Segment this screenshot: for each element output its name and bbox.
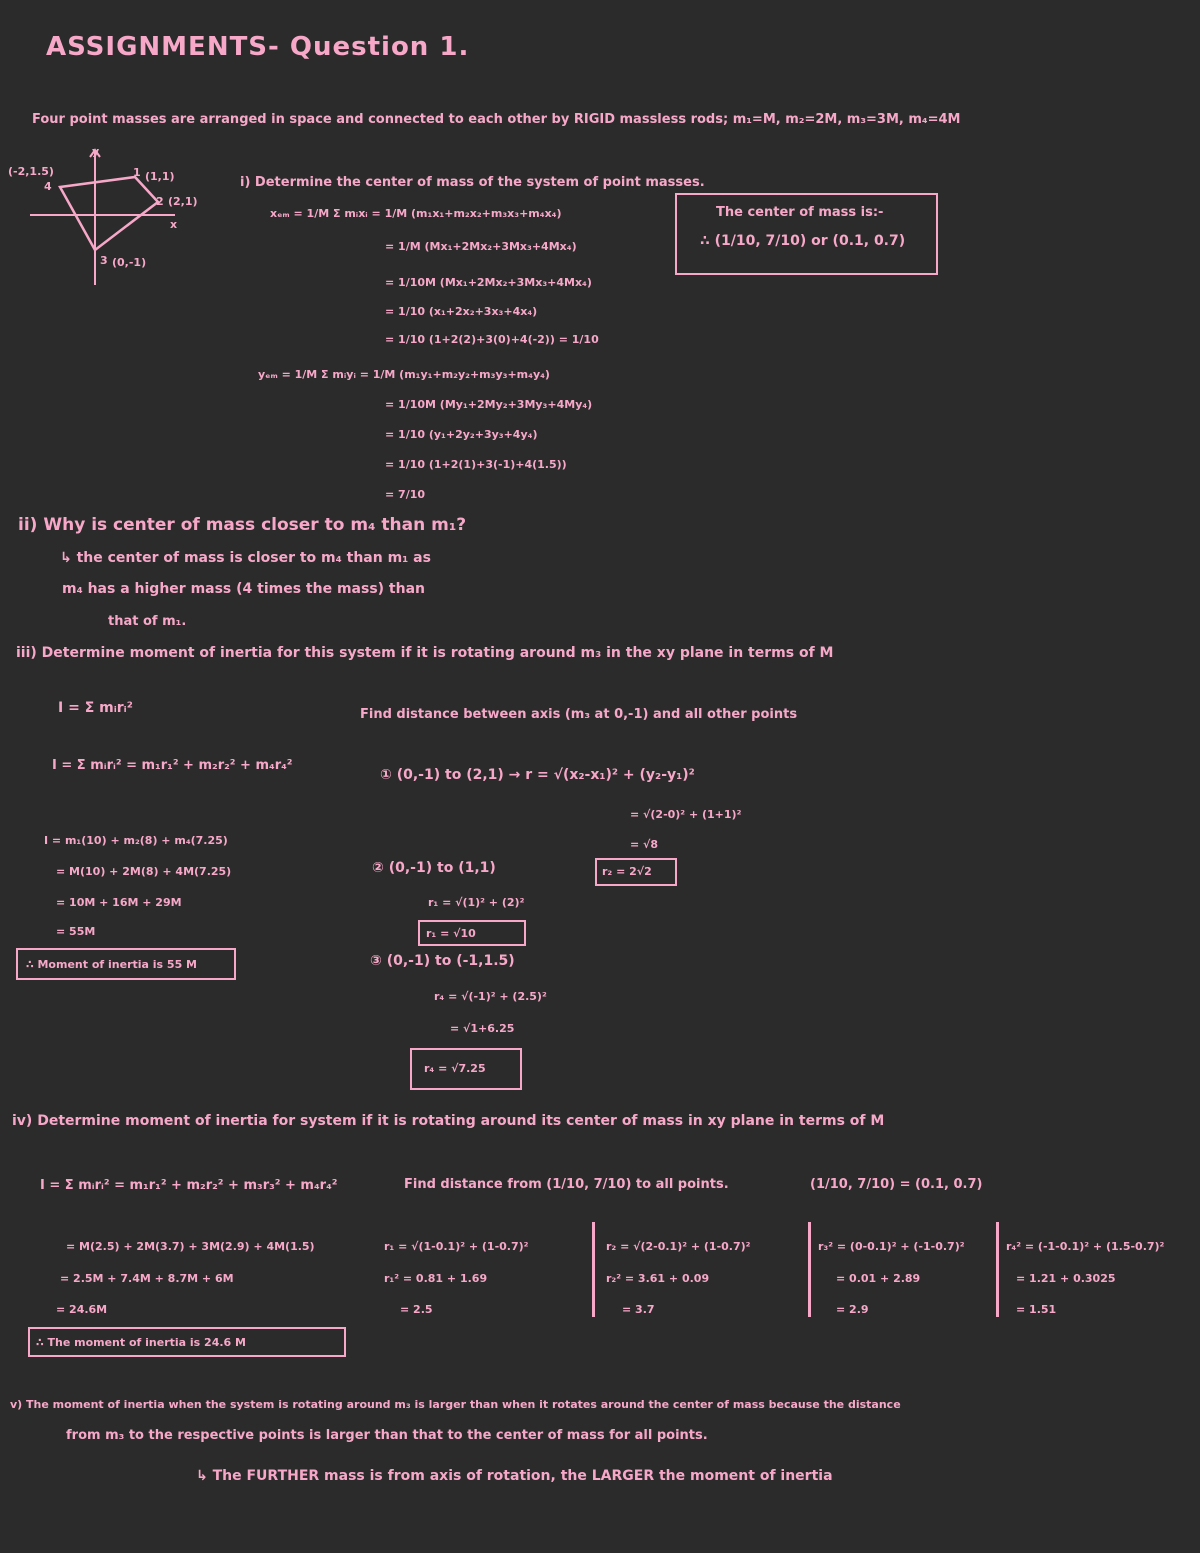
answer-part-3: ∴ Moment of inertia is 55 M	[26, 958, 197, 971]
mass-label: 1	[133, 166, 141, 179]
r4-calc: = 1.51	[1016, 1303, 1057, 1316]
r3-calc: = 2.9	[836, 1303, 869, 1316]
formula: I = Σ mᵢrᵢ² = m₁r₁² + m₂r₂² + m₃r₃² + m₄r₄²	[40, 1178, 338, 1193]
xcm-line: = 1/10 (1+2(2)+3(0)+4(-2)) = 1/10	[385, 333, 599, 346]
mass-label: 3	[100, 254, 108, 267]
calc-line: = M(10) + 2M(8) + 4M(7.25)	[56, 865, 232, 878]
calc-line: = M(2.5) + 2M(3.7) + 3M(2.9) + 4M(1.5)	[66, 1240, 315, 1253]
formula: I = Σ mᵢrᵢ²	[58, 700, 133, 716]
point-label: (0,-1)	[112, 256, 147, 269]
problem-statement: Four point masses are arranged in space and connected to each other by RIGID massless rods; m₁=M, m₂=2M, m₃=3M, m₄=4M	[32, 112, 961, 127]
r3-calc: r₃² = (0-0.1)² + (-1-0.7)²	[818, 1240, 965, 1253]
r1-value: r₁ = √10	[426, 927, 476, 940]
point-label: (2,1)	[168, 195, 198, 208]
page-title: ASSIGNMENTS- Question 1.	[46, 32, 470, 62]
calc-line: = 2.5M + 7.4M + 8.7M + 6M	[60, 1272, 234, 1285]
part-5-conclusion: ↳ The FURTHER mass is from axis of rotation, the LARGER the moment of inertia	[196, 1468, 833, 1484]
r2-calc: r₂ = √(2-0.1)² + (1-0.7)²	[606, 1240, 751, 1253]
calc-line: = 10M + 16M + 29M	[56, 896, 182, 909]
r1-calc: = 2.5	[400, 1303, 433, 1316]
r3-calc: = 0.01 + 2.89	[836, 1272, 921, 1285]
point-label: (1,1)	[145, 170, 175, 183]
distance-2-line: ② (0,-1) to (1,1)	[372, 860, 496, 876]
r1-calc: r₁² = 0.81 + 1.69	[384, 1272, 488, 1285]
calc-line: = 55M	[56, 925, 96, 938]
xcm-line: = 1/M (Mx₁+2Mx₂+3Mx₃+4Mx₄)	[385, 240, 577, 253]
distance-1-line: = √(2-0)² + (1+1)²	[630, 808, 742, 821]
ycm-line: = 1/10 (1+2(1)+3(-1)+4(1.5))	[385, 458, 567, 471]
divider	[592, 1222, 595, 1317]
r1-calc: r₁ = √(1-0.1)² + (1-0.7)²	[384, 1240, 529, 1253]
x-axis-label: x	[170, 218, 178, 231]
r4-value: r₄ = √7.25	[424, 1062, 486, 1075]
divider	[808, 1222, 811, 1317]
distance-3-line: ③ (0,-1) to (-1,1.5)	[370, 953, 515, 969]
distance-1-line: = √8	[630, 838, 659, 851]
part-2-answer-line: that of m₁.	[108, 614, 187, 629]
calc-line: = 24.6M	[56, 1303, 108, 1316]
com-answer-value: ∴ (1/10, 7/10) or (0.1, 0.7)	[700, 233, 906, 249]
ycm-line: yₑₘ = 1/M Σ mᵢyᵢ = 1/M (m₁y₁+m₂y₂+m₃y₃+m₄y₄)	[258, 368, 550, 381]
r4-calc: r₄² = (-1-0.1)² + (1.5-0.7)²	[1006, 1240, 1165, 1253]
com-answer-label: The center of mass is:-	[716, 205, 884, 220]
r2-calc: = 3.7	[622, 1303, 655, 1316]
ycm-line: = 1/10M (My₁+2My₂+3My₃+4My₄)	[385, 398, 593, 411]
xcm-line: = 1/10M (Mx₁+2Mx₂+3Mx₃+4Mx₄)	[385, 276, 592, 289]
mass-label: 4	[44, 180, 52, 193]
formula: I = Σ mᵢrᵢ² = m₁r₁² + m₂r₂² + m₄r₄²	[52, 758, 293, 773]
r4-calc: = 1.21 + 0.3025	[1016, 1272, 1116, 1285]
answer-part-4: ∴ The moment of inertia is 24.6 M	[36, 1336, 246, 1349]
divider	[996, 1222, 999, 1317]
y-axis-label: y	[92, 145, 100, 158]
part-1-heading: i) Determine the center of mass of the system of point masses.	[240, 175, 705, 190]
point-label: (-2,1.5)	[8, 165, 54, 178]
part-2-heading: ii) Why is center of mass closer to m₄ than m₁?	[18, 515, 467, 535]
distance-2-line: r₁ = √(1)² + (2)²	[428, 896, 525, 909]
distance-heading: Find distance from (1/10, 7/10) to all points.	[404, 1177, 729, 1192]
xcm-line: xₑₘ = 1/M Σ mᵢxᵢ = 1/M (m₁x₁+m₂x₂+m₃x₃+m₄x₄)	[270, 207, 562, 220]
distance-3-line: r₄ = √(-1)² + (2.5)²	[434, 990, 547, 1003]
part-5-line: v) The moment of inertia when the system is rotating around m₃ is larger than when it rotates around the center of mass because the distance	[10, 1398, 901, 1411]
part-3-heading: iii) Determine moment of inertia for this system if it is rotating around m₃ in the xy plane in terms of M	[16, 645, 834, 661]
xcm-line: = 1/10 (x₁+2x₂+3x₃+4x₄)	[385, 305, 538, 318]
ycm-line: = 1/10 (y₁+2y₂+3y₃+4y₄)	[385, 428, 538, 441]
part-4-heading: iv) Determine moment of inertia for system if it is rotating around its center of mass in xy plane in terms of M	[12, 1113, 885, 1129]
calc-line: I = m₁(10) + m₂(8) + m₄(7.25)	[44, 834, 228, 847]
distance-3-line: = √1+6.25	[450, 1022, 515, 1035]
part-5-line: from m₃ to the respective points is larger than that to the center of mass for all points.	[66, 1428, 708, 1443]
mass-label: 2	[156, 195, 164, 208]
r2-calc: r₂² = 3.61 + 0.09	[606, 1272, 710, 1285]
distance-1-line: ① (0,-1) to (2,1) → r = √(x₂-x₁)² + (y₂-y₁)²	[380, 767, 695, 783]
part-2-answer-line: ↳ the center of mass is closer to m₄ than m₁ as	[60, 550, 431, 566]
distance-heading: Find distance between axis (m₃ at 0,-1) and all other points	[360, 707, 798, 722]
cm-equivalence: (1/10, 7/10) = (0.1, 0.7)	[810, 1177, 983, 1192]
part-2-answer-line: m₄ has a higher mass (4 times the mass) than	[62, 581, 426, 597]
r2-value: r₂ = 2√2	[602, 865, 652, 878]
ycm-line: = 7/10	[385, 488, 426, 501]
